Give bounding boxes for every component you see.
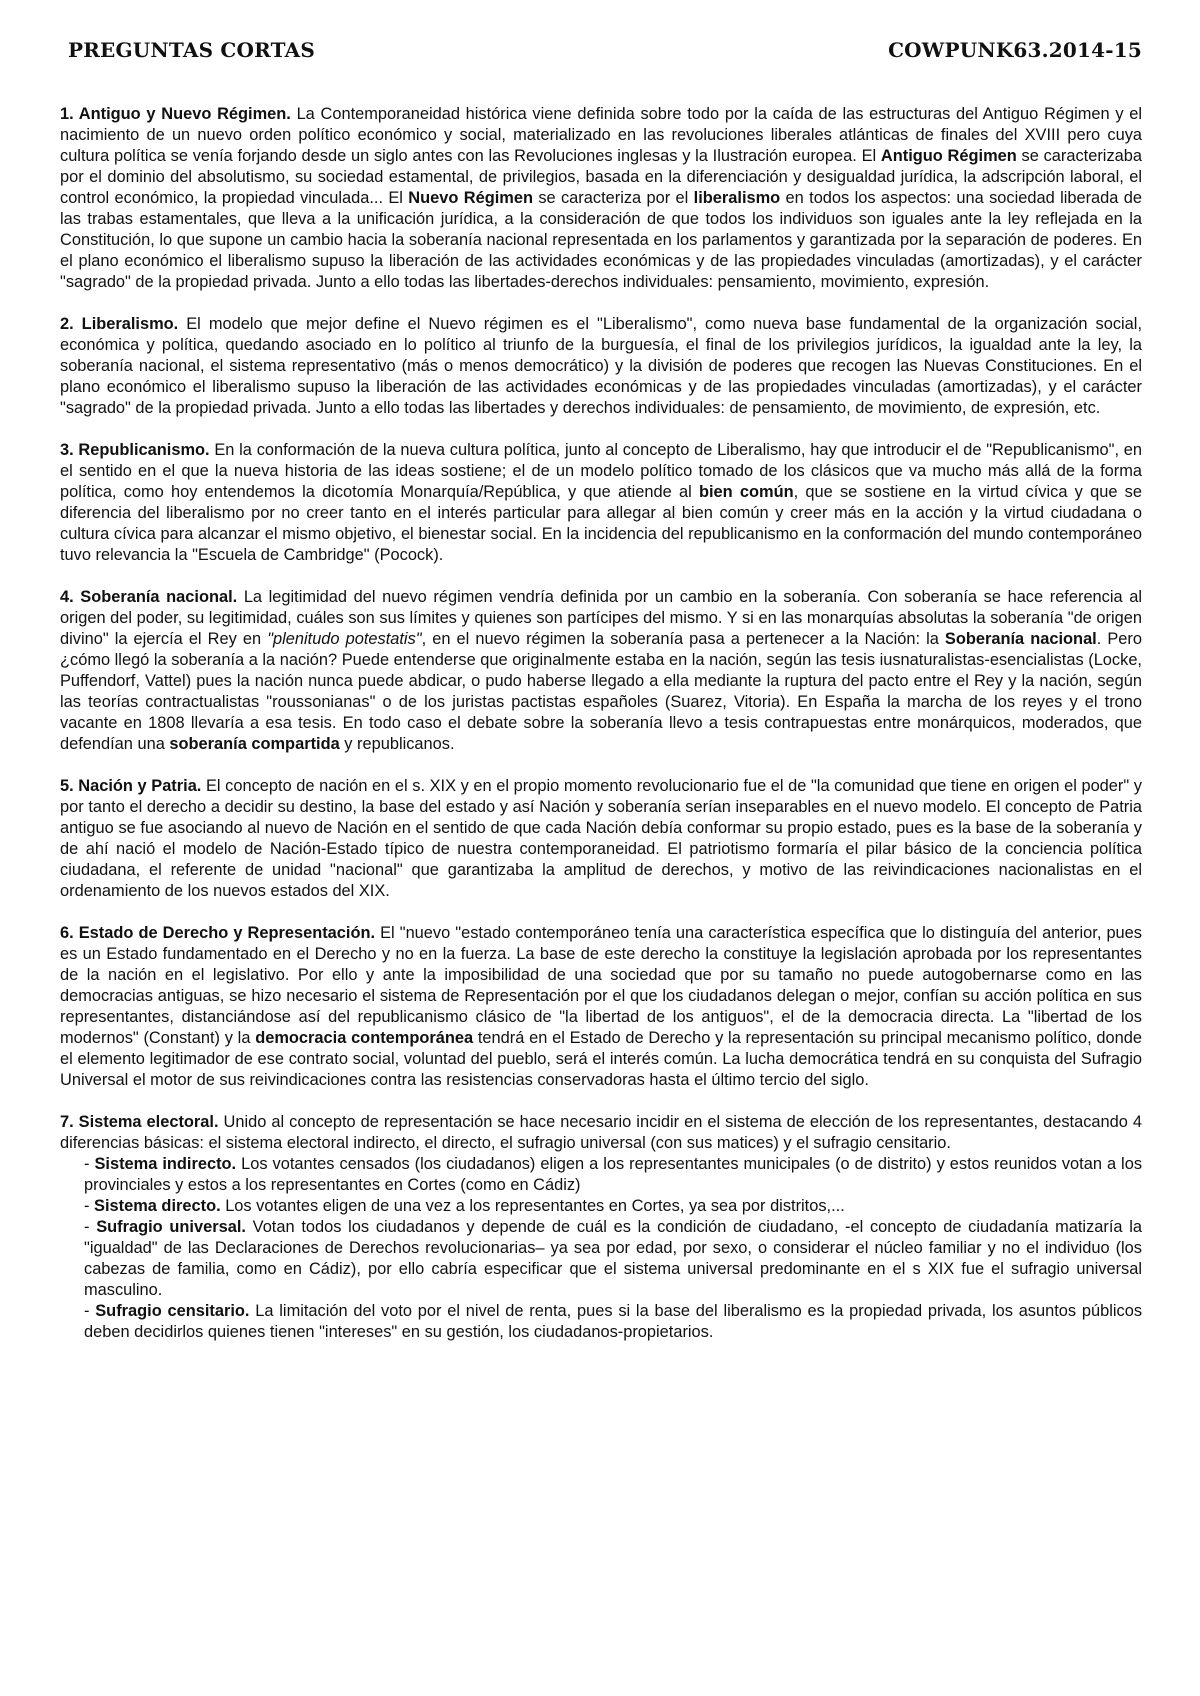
bullet-dash: - [84,1155,95,1173]
section-paragraph [60,923,1142,1091]
subitem [84,1217,1142,1301]
section-3 [60,440,1142,566]
section-paragraph [60,104,1142,293]
section-7 [60,1112,1142,1343]
subitem [84,1301,1142,1343]
section-5 [60,776,1142,902]
bold-term: bien común [698,483,794,501]
subitem-text: Los votantes eligen de una vez a los representantes en Cortes, ya sea por distritos,... [220,1197,845,1215]
bold-term: Antiguo Régimen [880,147,1017,165]
text-run: Unido al concepto de representación se hace necesario incidir en el sistema de elección de los representantes, destacando 4 diferencias básicas: el sistema electoral indirecto, el directo, el sufragio universal (con sus matices) y el sufragio censitario. [60,1113,1142,1152]
page-header [60,38,1142,62]
subitem [84,1154,1142,1196]
text-run: y republicanos. [339,735,455,753]
text-run: El "nuevo "estado contemporáneo tenía una característica específica que lo distinguía del anterior, pues es un Estado fundamentado en el Derecho y no en la fuerza. La base de este derecho la constituye la legislación aprobada por los representantes de la nación en el legislativo. Por ello y ante la imposibilidad de una sociedad que por su tamaño no puede autogobernarse como en las democracias antiguas, se hizo necesario el sistema de Representación por el que los ciudadanos delegan o mejor, confían su acción política en sus representantes, distanciándose así del republicanismo clásico de "la libertad de los antiguos", el de la democracia directa. La "libertad de los modernos" (Constant) y la [60,924,1142,1047]
header-left: PREGUNTAS CORTAS [68,38,315,62]
bold-term: Nuevo Régimen [408,189,533,207]
subitem-text: Votan todos los ciudadanos y depende de cuál es la condición de ciudadano, -el concepto de ciudadanía matizaría la "igualdad" de las Declaraciones de Derechos revolucionarias– ya sea por edad, por sexo, o considerar el núcleo familiar y no el individuo (los cabezas de familia, como en Cádiz), por ello cabría especificar que el sistema universal predominante en el s XIX fue el sufragio universal masculino. [84,1218,1143,1299]
header-right: COWPUNK63.2014-15 [888,38,1142,62]
subitem [84,1196,1142,1217]
bold-term: soberanía compartida [169,735,340,753]
bullet-dash: - [84,1302,96,1320]
text-run: , que se sostiene en la virtud cívica y que se diferencia del liberalismo por no creer tanto en el interés particular para allegar al bien común y creer más en la acción y la virtud ciudadana o cultura cívica para alcanzar el mismo objetivo, el bienestar social. En la incidencia del republicanismo en la conformación del mundo contemporáneo tuvo relevancia la "Escuela de Cambridge" (Pocock). [60,483,1142,564]
section-paragraph [60,776,1142,902]
text-run: La Contemporaneidad histórica viene definida sobre todo por la caída de las estructuras del Antiguo Régimen y el nacimiento de un nuevo orden político económico y social, materializado en las revoluciones liberales atlánticas de finales del XVIII pero cuya cultura política se venía forjando desde un siglo antes con las Revoluciones inglesas y la Ilustración europea. El [60,105,1142,165]
text-run: En la conformación de la nueva cultura política, junto al concepto de Liberalismo, hay que introducir el de "Republicanismo", en el sentido en el que la nueva historia de las ideas sostiene; el de un modelo político tomado de los clásicos que va mucho más allá de la forma política, como hoy entendemos la dicotomía Monarquía/República, y que atiende al [60,441,1143,501]
section-heading: 7. Sistema electoral. [60,1113,219,1131]
section-paragraph [60,1112,1142,1154]
text-run: se caracteriza por el [532,189,694,207]
subitem-list [60,1154,1142,1343]
subitem-title: Sufragio universal. [96,1218,246,1236]
text-run: en todos los aspectos: una sociedad liberada de las trabas estamentales, que lleva a la unificación jurídica, a la consideración de que todos los individuos son iguales ante la ley reflejada en la Constitución, lo que supone un cambio hacia la soberanía nacional representada en los parlamentos y garantizada por la separación de poderes. En el plano económico el liberalismo supuso la liberación de las actividades económicas y de las propiedades vinculadas (amortizadas), y el carácter "sagrado" de la propiedad privada. Junto a ello todas las libertades-derechos individuales: pensamiento, movimiento, expresión. [60,189,1142,291]
bold-term: liberalismo [693,189,781,207]
section-paragraph [60,587,1142,755]
italic-term: "plenitudo potestatis" [267,630,422,648]
section-heading: 4. Soberanía nacional. [60,588,238,606]
bullet-dash: - [84,1197,95,1215]
subitem-text: La limitación del voto por el nivel de renta, pues si la base del liberalismo es la propiedad privada, los asuntos públicos deben decidirlos quienes tienen "intereses" en su gestión, los ciudadanos-propietarios. [84,1302,1143,1341]
bold-term: democracia contemporánea [255,1029,474,1047]
document-body [60,104,1142,1343]
section-paragraph [60,440,1142,566]
text-run: tendrá en el Estado de Derecho y la representación su principal mecanismo político, donde el elemento legitimador de ese contrato social, voluntad del pueblo, será el interés común. La lucha democrática tendrá en su conquista del Sufragio Universal el motor de sus reivindicaciones contra las resistencias conservadoras hasta el último tercio del siglo. [60,1029,1142,1089]
section-2 [60,314,1142,419]
section-heading: 1. Antiguo y Nuevo Régimen. [60,105,291,123]
section-heading: 5. Nación y Patria. [60,777,202,795]
subitem-title: Sistema directo. [94,1197,221,1215]
section-4 [60,587,1142,755]
subitem-title: Sistema indirecto. [94,1155,237,1173]
bold-term: Soberanía nacional [944,630,1097,648]
text-run: La legitimidad del nuevo régimen vendría definida por un cambio en la soberanía. Con soberanía se hace referencia al origen del poder, su legitimidad, cuáles son sus límites y quienes son partícipes del mismo. Y si en las monarquías absolutas la soberanía "de origen divino" la ejercía el Rey en [60,588,1142,648]
text-run: El concepto de nación en el s. XIX y en el propio momento revolucionario fue el de "la comunidad que tiene en origen el poder" y por tanto el derecho a decidir su destino, la base del estado y así Nación y soberanía serían inseparables en el nuevo modelo. El concepto de Patria antiguo se fue asociando al nuevo de Nación en el sentido de que cada Nación debía conformar su propio estado, pues es la base de la soberanía y de ahí nació el modelo de Nación-Estado típico de nuestra contemporaneidad. El patriotismo formaría el pilar básico de la conciencia política ciudadana, el referente de unidad "nacional" que garantizaba la amplitud de derechos, y motivo de las reivindicaciones nacionalistas en el ordenamiento de los nuevos estados del XIX. [60,777,1142,900]
section-heading: 3. Republicanismo. [60,441,210,459]
bullet-dash: - [84,1218,97,1236]
section-1 [60,104,1142,293]
section-heading: 6. Estado de Derecho y Representación. [60,924,376,942]
text-run: El modelo que mejor define el Nuevo régimen es el "Liberalismo", como nueva base fundamental de la organización social, económica y política, quedando asociado en lo político al triunfo de la burguesía, el final de los privilegios jurídicos, la igualdad ante la ley, la soberanía nacional, el sistema representativo (más o menos democrático) y la división de poderes que recogen las Nuevas Constituciones. En el plano económico el liberalismo supuso la liberación de las actividades económicas y de las propiedades vinculadas (amortizadas), y el carácter "sagrado" de la propiedad privada. Junto a ello todas las libertades y derechos individuales: de pensamiento, de movimiento, de expresión, etc. [60,315,1142,417]
section-paragraph [60,314,1142,419]
section-heading: 2. Liberalismo. [60,315,179,333]
text-run: . Pero ¿cómo llegó la soberanía a la nación? Puede entenderse que originalmente estaba en la nación, según las tesis iusnaturalistas-esencialistas (Locke, Puffendorf, Vattel) pues la nación nunca puede abdicar, o pudo haberse llegado a ella mediante la ruptura del pacto entre el Rey y la nación, según las teorías contractualistas "roussonianas" o de los juristas pactistas españoles (Suarez, Vitoria). En España la marcha de los reyes y el trono vacante en 1808 llevaría a esa tesis. En todo caso el debate sobre la soberanía llevo a tesis contrapuestas entre monárquicos, moderados, que defendían una [60,630,1142,753]
subitem-text: Los votantes censados (los ciudadanos) eligen a los representantes municipales (o de distrito) y estos reunidos votan a los provinciales y estos a los representantes en Cortes (como en Cádiz) [84,1155,1143,1194]
text-run: se caracterizaba por el dominio del absolutismo, su sociedad estamental, de privilegios, basada en la diferenciación y desigualdad jurídica, la adscripción laboral, el control económico, la propiedad vinculada... El [60,147,1142,207]
section-6 [60,923,1142,1091]
text-run: , en el nuevo régimen la soberanía pasa a pertenecer a la Nación: la [421,630,945,648]
subitem-title: Sufragio censitario. [95,1302,250,1320]
